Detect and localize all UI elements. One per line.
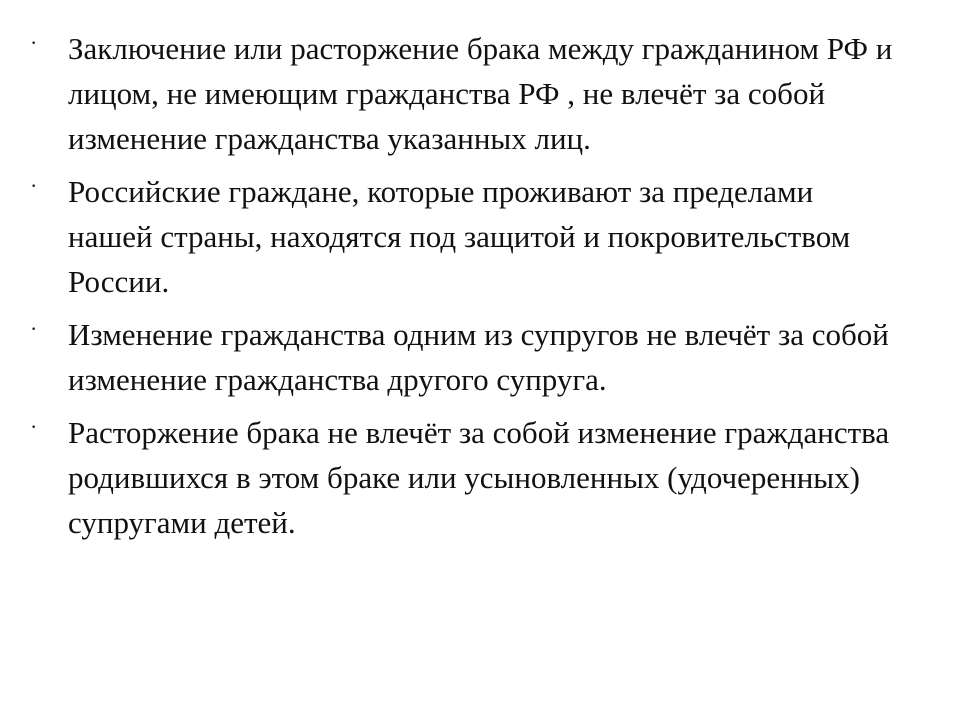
bullet-text: Заключение или расторжение брака между гражданином РФ и лицом, не имеющим гражданства РФ , не влечёт за собой изменение гражданства указанных лиц.: [68, 31, 893, 156]
list-item: [0, 169, 960, 304]
bullet-marker: ·: [30, 316, 38, 341]
list-item: [0, 410, 960, 545]
bullet-text: Расторжение брака не влечёт за собой изменение гражданства родившихся в этом браке или усыновленных (удочеренных) супругами детей.: [68, 415, 890, 540]
bullet-marker: ·: [30, 414, 38, 439]
list-item: [0, 312, 960, 402]
bullet-list: [0, 26, 960, 553]
bullet-marker: ·: [30, 173, 38, 198]
bullet-marker: ·: [30, 30, 38, 55]
list-item: [0, 26, 960, 161]
bullet-text: Российские граждане, которые проживают за пределами нашей страны, находятся под защитой и покровительством России.: [68, 174, 851, 299]
bullet-text: Изменение гражданства одним из супругов не влечёт за собой изменение гражданства другого супруга.: [68, 317, 889, 397]
